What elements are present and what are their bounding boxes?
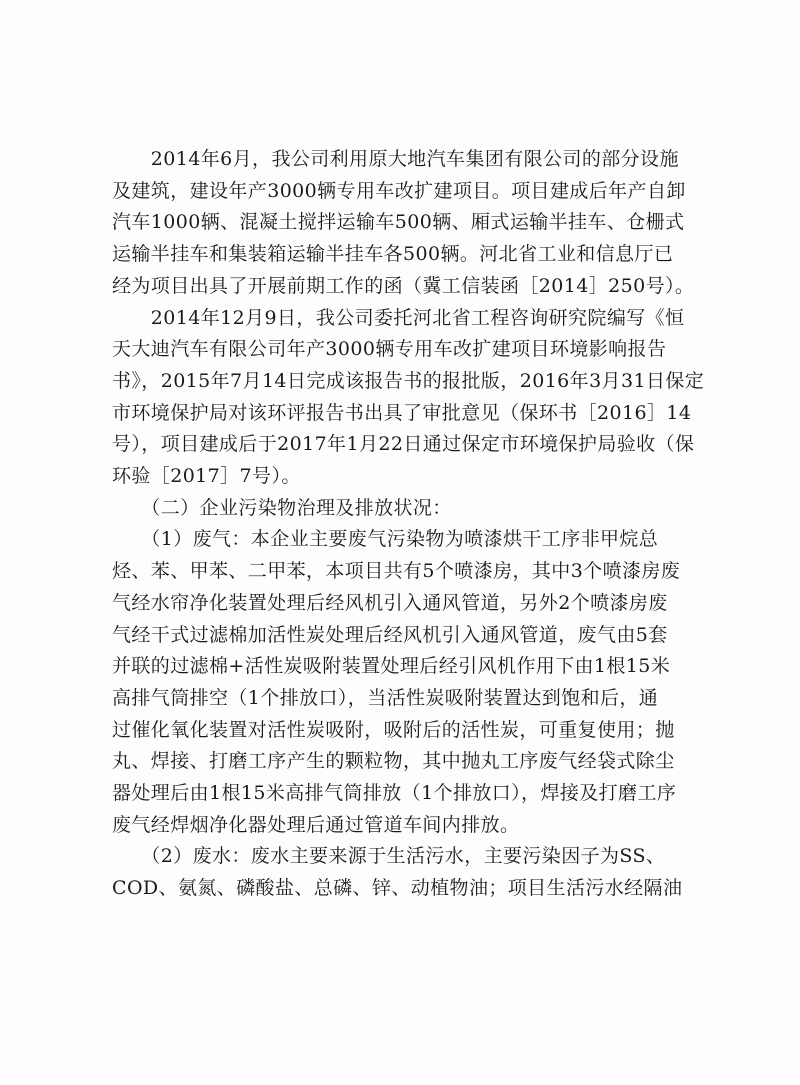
text-line: 环验［2017］7号）。 [112, 465, 301, 488]
text-line: （2）废水：废水主要来源于生活污水，主要污染因子为SS、 [112, 845, 666, 868]
text-line: 高排气筒排空（1个排放口），当活性炭吸附装置达到饱和后，通 [112, 686, 659, 709]
text-line: 过催化氧化装置对活性炭吸附，吸附后的活性炭，可重复使用；抛 [112, 718, 675, 741]
text-line: 及建筑，建设年产3000辆专用车改扩建项目。项目建成后年产自卸 [112, 179, 686, 202]
text-line: 2014年6月，我公司利用原大地汽车集团有限公司的部分设施 [112, 148, 679, 170]
paragraph-exhaust-gas [112, 524, 681, 841]
text-line: 号），项目建成后于2017年1月22日通过保定市环境保护局验收（保 [112, 433, 695, 456]
text-line: 并联的过滤棉+活性炭吸附装置处理后经引风机作用下由1根15米 [112, 655, 671, 678]
text-line: 废气经焊烟净化器处理后通过管道车间内排放。 [112, 813, 520, 836]
document-body [112, 144, 705, 905]
text-line: （1）废气：本企业主要废气污染物为喷漆烘干工序非甲烷总 [112, 528, 659, 551]
text-line: 器处理后由1根15米高排气筒排放（1个排放口），焊接及打磨工序 [112, 782, 677, 805]
text-line: 丸、焊接、打磨工序产生的颗粒物，其中抛丸工序废气经袋式除尘 [112, 750, 675, 773]
text-line: （二）企业污染物治理及排放状况： [112, 496, 452, 519]
text-line: 2014年12月9日，我公司委托河北省工程咨询研究院编写《恒 [112, 306, 685, 329]
text-line: 市环境保护局对该环评报告书出具了审批意见（保环书［2016］14 [112, 401, 692, 424]
text-line: 烃、苯、甲苯、二甲苯，本项目共有5个喷漆房，其中3个喷漆房废 [112, 560, 681, 583]
section-heading-pollutant-treatment [112, 493, 652, 525]
paragraph-eia-approval [112, 303, 705, 493]
text-line: 天大迪汽车有限公司年产3000辆专用车改扩建项目环境影响报告 [112, 338, 667, 361]
text-line: 气经水帘净化装置处理后经风机引入通风管道，另外2个喷漆房废 [112, 591, 668, 614]
text-line: 经为项目出具了开展前期工作的函（冀工信装函［2014］250号）。 [112, 274, 695, 297]
paragraph-wastewater [112, 841, 683, 904]
paragraph-project-history [112, 144, 695, 303]
text-line: COD、氨氮、磷酸盐、总磷、锌、动植物油；项目生活污水经隔油 [112, 877, 683, 900]
text-line: 运输半挂车和集装箱运输半挂车各500辆。河北省工业和信息厅已 [112, 243, 674, 266]
text-line: 汽车1000辆、混凝土搅拌运输车500辆、厢式运输半挂车、仓栅式 [112, 211, 685, 234]
text-line: 书》，2015年7月14日完成该报告书的报批版，2016年3月31日保定 [112, 369, 705, 392]
text-line: 气经干式过滤棉加活性炭处理后经风机引入通风管道，废气由5套 [112, 623, 668, 646]
